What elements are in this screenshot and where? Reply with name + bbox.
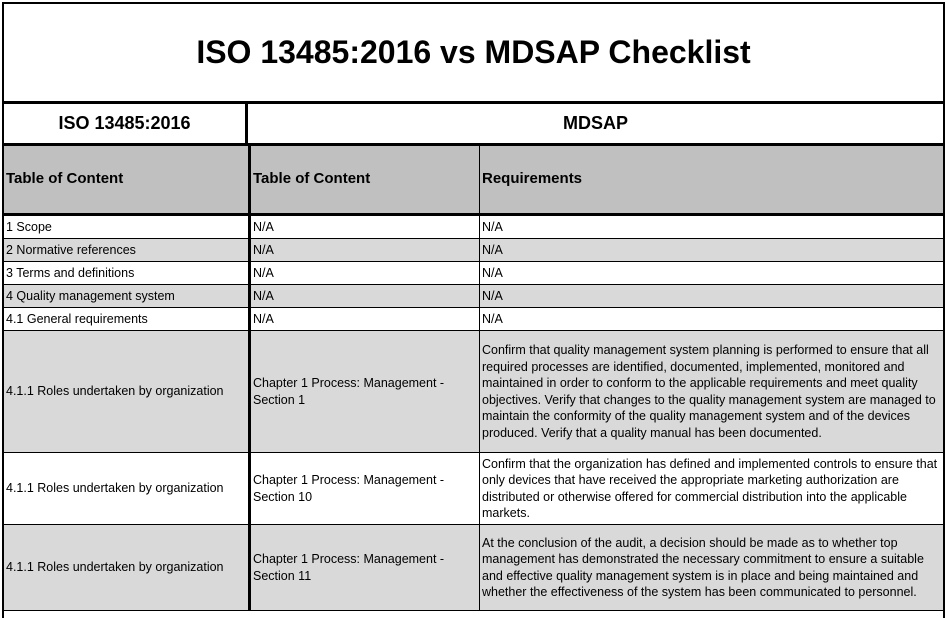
iso-cell: 4 Quality management system <box>4 285 250 308</box>
requirement-cell: N/A <box>480 239 944 262</box>
table-row <box>4 215 943 239</box>
column-header-mdsap-toc: Table of Content <box>250 146 480 215</box>
checklist-table <box>4 146 943 611</box>
requirement-cell: N/A <box>480 308 944 331</box>
mdsap-cell: N/A <box>250 215 480 239</box>
table-row <box>4 262 943 285</box>
iso-cell: 3 Terms and definitions <box>4 262 250 285</box>
standards-header <box>4 104 943 146</box>
requirement-cell: Confirm that quality management system planning is performed to ensure that all required processes are identified, documented, implemented, monitored and maintained in order to conform to the applicable requirements and meet quality objectives. Verify that changes to the quality management system are managed to maintain the conformity of the quality management system and of the devices produced. Verify that a quality manual has been documented. <box>480 331 944 453</box>
page-title: ISO 13485:2016 vs MDSAP Checklist <box>4 4 943 104</box>
iso-cell: 4.1 General requirements <box>4 308 250 331</box>
mdsap-cell: Chapter 1 Process: Management - Section 11 <box>250 525 480 611</box>
mdsap-cell: N/A <box>250 308 480 331</box>
requirement-cell: N/A <box>480 262 944 285</box>
table-row <box>4 308 943 331</box>
iso-header: ISO 13485:2016 <box>4 104 248 143</box>
iso-cell: 4.1.1 Roles undertaken by organization <box>4 525 250 611</box>
mdsap-cell: N/A <box>250 285 480 308</box>
mdsap-header: MDSAP <box>562 113 628 133</box>
mdsap-cell: Chapter 1 Process: Management - Section 10 <box>250 453 480 525</box>
mdsap-cell: Chapter 1 Process: Management - Section 1 <box>250 331 480 453</box>
iso-cell: 2 Normative references <box>4 239 250 262</box>
iso-cell: 4.1.1 Roles undertaken by organization <box>4 331 250 453</box>
table-row <box>4 285 943 308</box>
table-row <box>4 453 943 525</box>
iso-cell: 4.1.1 Roles undertaken by organization <box>4 453 250 525</box>
checklist-sheet <box>2 2 945 618</box>
requirement-cell: Confirm that the organization has defined and implemented controls to ensure that only devices that have received the appropriate marketing authorization are distributed or otherwise offered for commercial distribution into the applicable markets. <box>480 453 944 525</box>
iso-cell: 1 Scope <box>4 215 250 239</box>
mdsap-cell: N/A <box>250 262 480 285</box>
column-header-requirements: Requirements <box>480 146 944 215</box>
column-header-iso-toc: Table of Content <box>4 146 250 215</box>
table-row <box>4 525 943 611</box>
requirement-cell: N/A <box>480 215 944 239</box>
column-header-row <box>4 146 943 215</box>
mdsap-cell: N/A <box>250 239 480 262</box>
table-row <box>4 239 943 262</box>
table-row <box>4 331 943 453</box>
requirement-cell: N/A <box>480 285 944 308</box>
requirement-cell: At the conclusion of the audit, a decision should be made as to whether top management has demonstrated the necessary commitment to ensure a suitable and effective quality management system is in place and being maintained and whether the effectiveness of the system has been communicated to personnel. <box>480 525 944 611</box>
